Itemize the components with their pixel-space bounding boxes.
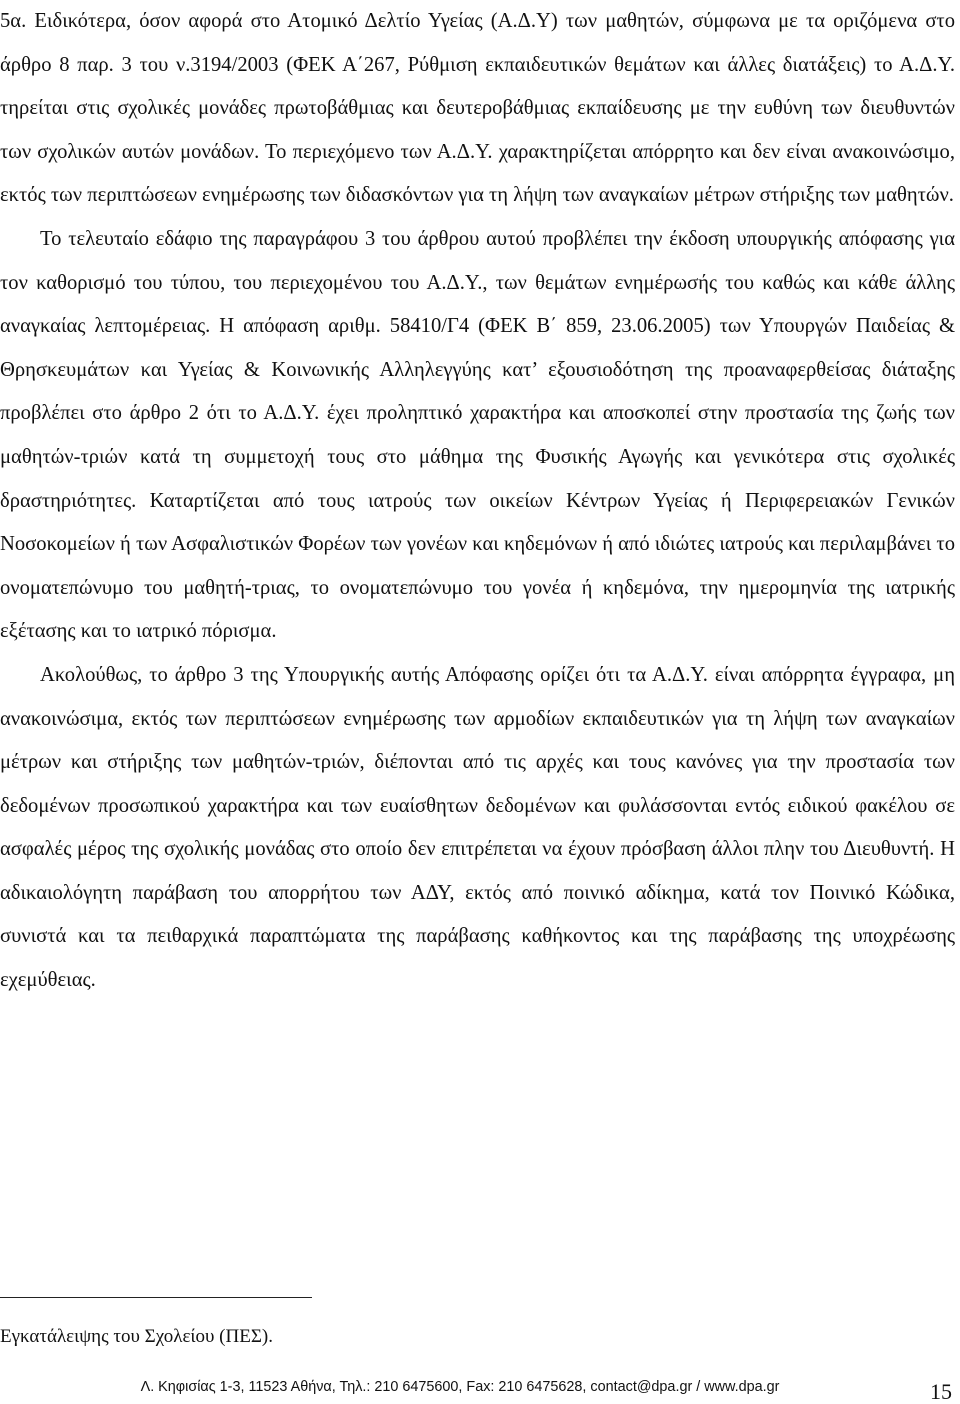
paragraph-ministerial-decision: Το τελευταίο εδάφιο της παραγράφου 3 του άρθρου αυτού προβλέπει την έκδοση υπουργικής απόφασης για τον καθορισμό του τύπου, του περιεχομένου του Α.Δ.Υ., των θεμάτων ενημέρωσής του καθώς και κάθε άλλης αναγκαίας λεπτομέρειας. Η απόφαση αριθμ. 58410/Γ4 (ΦΕΚ Β΄ 859, 23.06.2005) των Υπουργών Παιδείας & Θρησκευμάτων και Υγείας & Κοινωνικής Αλληλεγγύης κατ’ εξουσιοδότηση της προαναφερθείσας διάταξης προβλέπει στο άρθρο 2 ότι το Α.Δ.Υ. έχει προληπτικό χαρακτήρα και αποσκοπεί στην προστασία της ζωής των μαθητών-τριών κατά τη συμμετοχή τους στο μάθημα της Φυσικής Αγωγής και γενικότερα στις σχολικές δραστηριότητες. Καταρτίζεται από τους ιατρούς των οικείων Κέντρων Υγείας ή Περιφερειακών Γενικών Νοσοκομείων ή των Ασφαλιστικών Φορέων των γονέων και κηδεμόνων ή από ιδιώτες ιατρούς και περιλαμβάνει το ονοματεπώνυμο του μαθητή-τριας, το ονοματεπώνυμο του γονέα ή κηδεμόνα, την ημερομηνία της ιατρικής εξέτασης και το ιατρικό πόρισμα. [0, 227, 955, 643]
footnote-separator [0, 1297, 312, 1298]
footnote: Εγκατάλειψης του Σχολείου (ΠΕΣ). [0, 1326, 273, 1347]
footer-address: Λ. Κηφισίας 1-3, 11523 Αθήνα, Τηλ.: 210 6475600, Fax: 210 6475628, contact@dpa.gr / www.dpa.gr [140, 1379, 780, 1395]
paragraph-confidentiality: Ακολούθως, το άρθρο 3 της Υπουργικής αυτής Απόφασης ορίζει ότι τα Α.Δ.Υ. είναι απόρρητα έγγραφα, μη ανακοινώσιμα, εκτός των περιπτώσεων ενημέρωσης των αρμοδίων εκπαιδευτικών για τη λήψη των αναγκαίων μέτρων και στήριξης των μαθητών-τριών, διέπονται από τις αρχές και τους κανόνες για την προστασία των δεδομένων προσωπικού χαρακτήρα και των ευαίσθητων δεδομένων και φυλάσσονται εντός ειδικού φακέλου σε ασφαλές μέρος της σχολικής μονάδας στο οποίο δεν επιτρέπεται να έχουν πρόσβαση άλλοι πλην του Διευθυντή. Η αδικαιολόγητη παράβαση του απορρήτου των ΑΔΥ, εκτός από ποινικό αδίκημα, κατά τον Ποινικό Κώδικα, συνιστά και τα πειθαρχικά παραπτώματα της παράβασης καθήκοντος και της παράβασης της υποχρέωσης εχεμύθειας. [0, 663, 955, 992]
page-number: 15 [930, 1379, 952, 1404]
paragraph-adu-definition: 5α. Ειδικότερα, όσον αφορά στο Ατομικό Δελτίο Υγείας (Α.Δ.Υ) των μαθητών, σύμφωνα με τα οριζόμενα στο άρθρο 8 παρ. 3 του ν.3194/2003 (ΦΕΚ Α΄267, Ρύθμιση εκπαιδευτικών θεμάτων και άλλες διατάξεις) το Α.Δ.Υ. τηρείται στις σχολικές μονάδες πρωτοβάθμιας και δευτεροβάθμιας εκπαίδευσης με την ευθύνη των διευθυντών των σχολικών αυτών μονάδων. Το περιεχόμενο των Α.Δ.Υ. χαρακτηρίζεται απόρρητο και δεν είναι ανακοινώσιμο, εκτός των περιπτώσεων ενημέρωσης των διδασκόντων για τη λήψη των αναγκαίων μέτρων στήριξης των μαθητών. [0, 10, 955, 207]
